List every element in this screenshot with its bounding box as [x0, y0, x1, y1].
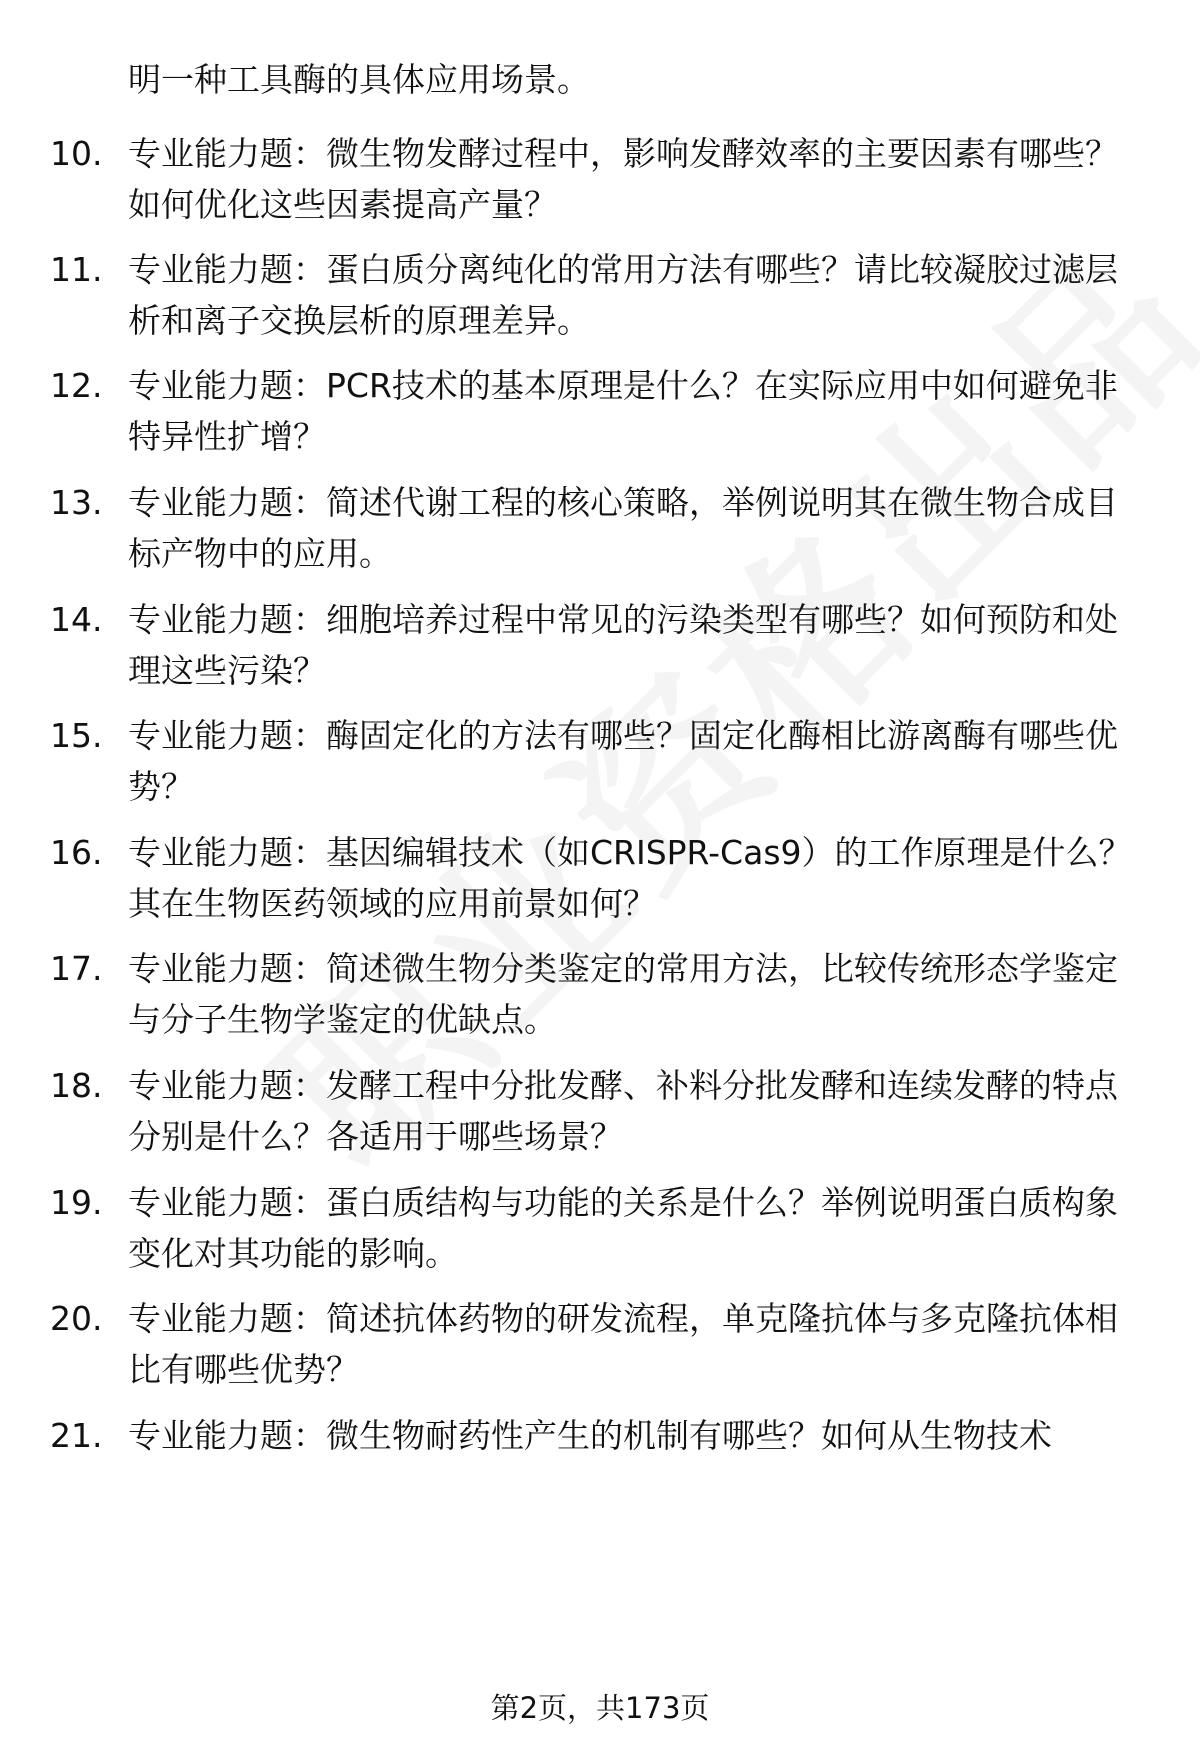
question-number: 12.	[50, 366, 103, 405]
question-number: 15.	[50, 716, 103, 755]
question-number: 14.	[50, 600, 103, 639]
question-text: 专业能力题：基因编辑技术（如CRISPR-Cas9）的工作原理是什么？其在生物医药领域的应用前景如何？	[128, 833, 1132, 923]
question-text: 专业能力题：PCR技术的基本原理是什么？在实际应用中如何避免非特异性扩增？	[128, 366, 1118, 456]
question-number: 19.	[50, 1183, 103, 1222]
question-number: 16.	[50, 833, 103, 872]
question-text: 专业能力题：蛋白质分离纯化的常用方法有哪些？请比较凝胶过滤层析和离子交换层析的原理差异。	[128, 250, 1118, 340]
question-text: 专业能力题：微生物耐药性产生的机制有哪些？如何从生物技术	[128, 1416, 1052, 1455]
question-number: 21.	[50, 1416, 103, 1455]
question-text: 专业能力题：酶固定化的方法有哪些？固定化酶相比游离酶有哪些优势？	[128, 716, 1118, 806]
page-number-footer: 第2页，共173页	[490, 1691, 710, 1725]
question-text: 专业能力题：微生物发酵过程中，影响发酵效率的主要因素有哪些？如何优化这些因素提高产量？	[128, 134, 1118, 224]
question-number: 11.	[50, 250, 103, 289]
question-text: 专业能力题：简述代谢工程的核心策略，举例说明其在微生物合成目标产物中的应用。	[128, 483, 1118, 573]
question-number: 17.	[50, 949, 103, 988]
question-text: 专业能力题：简述微生物分类鉴定的常用方法，比较传统形态学鉴定与分子生物学鉴定的优缺点。	[128, 949, 1118, 1039]
question-text: 专业能力题：蛋白质结构与功能的关系是什么？举例说明蛋白质构象变化对其功能的影响。	[128, 1183, 1118, 1273]
continuation-text: 明一种工具酶的具体应用场景。	[128, 60, 590, 99]
question-number: 18.	[50, 1066, 103, 1105]
question-number: 20.	[50, 1299, 103, 1338]
question-text: 专业能力题：发酵工程中分批发酵、补料分批发酵和连续发酵的特点分别是什么？各适用于哪些场景？	[128, 1066, 1118, 1156]
question-number: 13.	[50, 483, 103, 522]
question-number: 10.	[50, 134, 103, 173]
question-text: 专业能力题：简述抗体药物的研发流程，单克隆抗体与多克隆抗体相比有哪些优势？	[128, 1299, 1118, 1389]
question-text: 专业能力题：细胞培养过程中常见的污染类型有哪些？如何预防和处理这些污染？	[128, 600, 1118, 690]
